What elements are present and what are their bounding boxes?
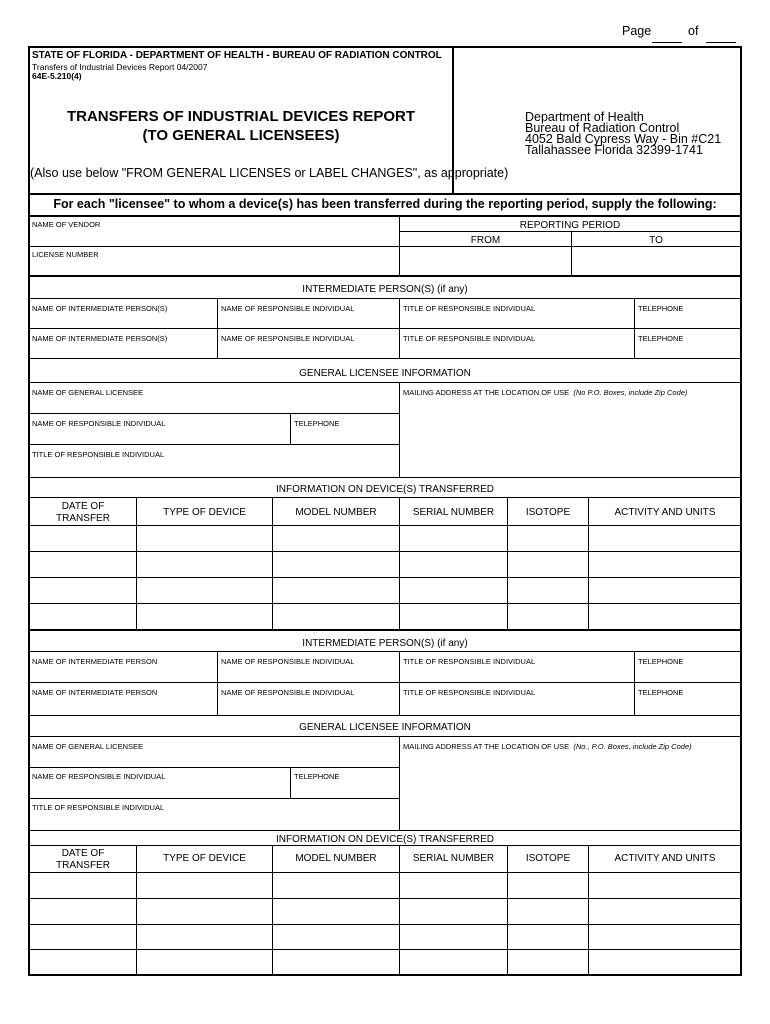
- responsible-individual-label: NAME OF RESPONSIBLE INDIVIDUAL: [221, 657, 355, 666]
- vendor-name-label: NAME OF VENDOR: [32, 220, 101, 229]
- page-label: Page: [622, 24, 652, 38]
- general-licensee-heading: GENERAL LICENSEE INFORMATION: [299, 722, 471, 733]
- intermediate-name-label: NAME OF INTERMEDIATE PERSON(S): [32, 304, 168, 313]
- intermediate-name-label: NAME OF INTERMEDIATE PERSON(S): [32, 334, 168, 343]
- rule-line: [28, 413, 400, 414]
- isotope-header: ISOTOPE: [525, 507, 571, 518]
- intermediate-name-label: NAME OF INTERMEDIATE PERSON: [32, 657, 158, 666]
- date-header: TRANSFER: [56, 860, 110, 871]
- telephone-label: TELEPHONE: [638, 334, 684, 343]
- mailing-address: [525, 112, 721, 156]
- address-line: 4052 Bald Cypress Way - Bin #C21: [525, 132, 722, 146]
- activity-header: ACTIVITY AND UNITS: [614, 507, 716, 518]
- license-number-label: LICENSE NUMBER: [32, 250, 99, 259]
- device-row[interactable]: [30, 925, 740, 948]
- to-label: TO: [649, 235, 663, 246]
- responsible-title-label: TITLE OF RESPONSIBLE INDIVIDUAL: [403, 304, 536, 313]
- telephone-label: TELEPHONE: [294, 772, 340, 781]
- model-header: MODEL NUMBER: [295, 853, 377, 864]
- rule-line: [28, 798, 400, 799]
- responsible-individual-label: NAME OF RESPONSIBLE INDIVIDUAL: [32, 419, 166, 428]
- device-row[interactable]: [30, 873, 740, 897]
- intermediate-heading: INTERMEDIATE PERSON(S) (if any): [302, 284, 468, 295]
- serial-header: SERIAL NUMBER: [412, 853, 495, 864]
- telephone-label: TELEPHONE: [638, 688, 684, 697]
- responsible-individual-label: NAME OF RESPONSIBLE INDIVIDUAL: [32, 772, 166, 781]
- rule-line: [399, 382, 400, 477]
- mailing-note: (No., P.O. Boxes, include Zip Code): [573, 742, 692, 751]
- responsible-title-label: TITLE OF RESPONSIBLE INDIVIDUAL: [403, 688, 536, 697]
- title-line-1: TRANSFERS OF INDUSTRIAL DEVICES REPORT: [66, 108, 416, 125]
- reporting-period-label: REPORTING PERIOD: [519, 220, 621, 231]
- telephone-label: TELEPHONE: [638, 304, 684, 313]
- responsible-individual-label: NAME OF RESPONSIBLE INDIVIDUAL: [221, 334, 355, 343]
- address-line: Department of Health: [525, 110, 644, 124]
- mailing-address-label: [403, 742, 692, 751]
- rule-line: [28, 193, 742, 195]
- responsible-title-label: TITLE OF RESPONSIBLE INDIVIDUAL: [32, 803, 165, 812]
- from-label: FROM: [470, 235, 501, 246]
- rule-number: 64E-5.210(4): [32, 71, 82, 81]
- page-number-line[interactable]: [652, 42, 682, 43]
- rule-line: [28, 444, 400, 445]
- rule-line: [28, 830, 742, 831]
- address-line: Tallahassee Florida 32399-1741: [525, 143, 703, 157]
- activity-header: ACTIVITY AND UNITS: [614, 853, 716, 864]
- telephone-label: TELEPHONE: [638, 657, 684, 666]
- from-date-field[interactable]: [400, 247, 570, 275]
- rule-line: [28, 629, 742, 631]
- page-total-line[interactable]: [706, 42, 736, 43]
- rule-line: [399, 736, 400, 830]
- device-row[interactable]: [30, 899, 740, 923]
- rule-line: [28, 682, 742, 683]
- form-name: Transfers of Industrial Devices Report 04/2007: [32, 62, 208, 72]
- general-licensee-name-label: NAME OF GENERAL LICENSEE: [32, 388, 143, 397]
- device-row[interactable]: [30, 950, 740, 973]
- intermediate-name-label: NAME OF INTERMEDIATE PERSON: [32, 688, 158, 697]
- responsible-title-label: TITLE OF RESPONSIBLE INDIVIDUAL: [403, 334, 536, 343]
- responsible-individual-label: NAME OF RESPONSIBLE INDIVIDUAL: [221, 304, 355, 313]
- responsible-title-label: TITLE OF RESPONSIBLE INDIVIDUAL: [32, 450, 165, 459]
- rule-line: [28, 275, 742, 277]
- serial-header: SERIAL NUMBER: [412, 507, 495, 518]
- also-use-note: (Also use below "FROM GENERAL LICENSES or LABEL CHANGES", as appropriate): [30, 166, 509, 180]
- general-licensee-name-label: NAME OF GENERAL LICENSEE: [32, 742, 143, 751]
- general-licensee-heading: GENERAL LICENSEE INFORMATION: [299, 368, 471, 379]
- rule-line: [290, 413, 291, 444]
- date-header: DATE OF: [61, 848, 105, 859]
- mailing-label-text: MAILING ADDRESS AT THE LOCATION OF USE: [403, 742, 570, 751]
- rule-line: [28, 328, 742, 329]
- mailing-label-text: MAILING ADDRESS AT THE LOCATION OF USE: [403, 388, 570, 397]
- model-header: MODEL NUMBER: [295, 507, 377, 518]
- of-label: of: [688, 24, 699, 38]
- type-header: TYPE OF DEVICE: [163, 853, 246, 864]
- device-row[interactable]: [30, 604, 740, 628]
- rule-line: [28, 477, 742, 478]
- devices-heading: INFORMATION ON DEVICE(S) TRANSFERRED: [276, 484, 494, 495]
- device-row[interactable]: [30, 526, 740, 550]
- rule-line: [28, 382, 742, 383]
- device-row[interactable]: [30, 578, 740, 602]
- date-header: TRANSFER: [56, 513, 110, 524]
- telephone-label: TELEPHONE: [294, 419, 340, 428]
- agency-line: STATE OF FLORIDA - DEPARTMENT OF HEALTH - BUREAU OF RADIATION CONTROL: [32, 50, 442, 61]
- rule-line: [28, 358, 742, 359]
- rule-line: [217, 651, 218, 715]
- intermediate-heading: INTERMEDIATE PERSON(S) (if any): [302, 638, 468, 649]
- rule-line: [634, 651, 635, 715]
- rule-line: [399, 651, 400, 715]
- responsible-individual-label: NAME OF RESPONSIBLE INDIVIDUAL: [221, 688, 355, 697]
- date-header: DATE OF: [61, 501, 105, 512]
- devices-heading: INFORMATION ON DEVICE(S) TRANSFERRED: [276, 834, 494, 845]
- title-line-2: (TO GENERAL LICENSEES): [142, 127, 340, 144]
- to-date-field[interactable]: [572, 247, 740, 275]
- address-line: Bureau of Radiation Control: [525, 121, 680, 135]
- mailing-address-label: [403, 388, 687, 397]
- rule-line: [28, 736, 742, 737]
- isotope-header: ISOTOPE: [525, 853, 571, 864]
- rule-line: [28, 767, 400, 768]
- mailing-note: (No P.O. Boxes, include Zip Code): [573, 388, 688, 397]
- instruction-text: For each "licensee" to whom a device(s) has been transferred during the reporting period, supply the following:: [53, 197, 717, 211]
- type-header: TYPE OF DEVICE: [163, 507, 246, 518]
- rule-line: [28, 715, 742, 716]
- responsible-title-label: TITLE OF RESPONSIBLE INDIVIDUAL: [403, 657, 536, 666]
- rule-line: [290, 767, 291, 798]
- device-row[interactable]: [30, 552, 740, 576]
